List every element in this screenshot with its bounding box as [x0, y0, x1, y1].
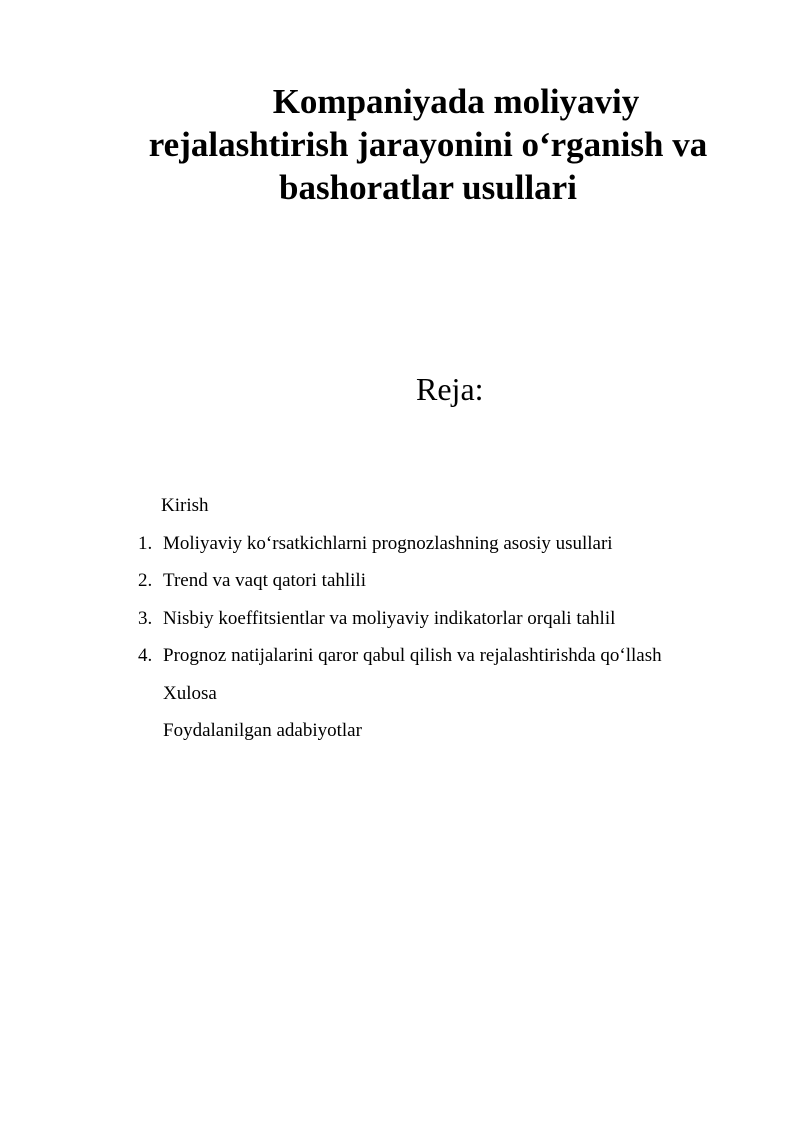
- title-line-2: rejalashtirish jarayonini o‘rganish va: [148, 125, 708, 164]
- toc-item-number: 2.: [138, 570, 153, 591]
- plan-heading: Reja:: [416, 371, 484, 407]
- title-line-1: Kompaniyada moliyaviy: [272, 82, 640, 121]
- title-line-3: bashoratlar usullari: [279, 168, 577, 207]
- document-title: [100, 80, 756, 209]
- toc-item-4: [138, 637, 758, 675]
- toc-item-introduction: [138, 487, 758, 525]
- toc-item-number: [138, 487, 161, 525]
- toc-item-text: Kirish: [161, 495, 209, 516]
- toc-item-text: Trend va vaqt qatori tahlili: [163, 570, 366, 591]
- toc-item-number: [138, 675, 163, 713]
- toc-item-text: Xulosa: [163, 682, 217, 704]
- toc-item-text: Moliyaviy ko‘rsatkichlarni prognozlashning asosiy usullari: [163, 532, 613, 554]
- table-of-contents: [138, 487, 758, 750]
- toc-item-3: [138, 600, 758, 638]
- toc-item-text: Nisbiy koeffitsientlar va moliyaviy indikatorlar orqali tahlil: [163, 607, 616, 629]
- toc-item-number: 4.: [138, 645, 153, 666]
- toc-item-text: Foydalanilgan adabiyotlar: [163, 720, 362, 741]
- toc-item-text: Prognoz natijalarini qaror qabul qilish va rejalashtirishda qo‘llash: [163, 645, 662, 666]
- toc-item-references: [138, 712, 758, 750]
- toc-item-number: 3.: [138, 607, 153, 629]
- toc-item-1: [138, 525, 758, 563]
- toc-item-number: 1.: [138, 532, 153, 554]
- toc-item-2: [138, 562, 758, 600]
- toc-item-conclusion: [138, 675, 758, 713]
- toc-item-number: [138, 712, 163, 750]
